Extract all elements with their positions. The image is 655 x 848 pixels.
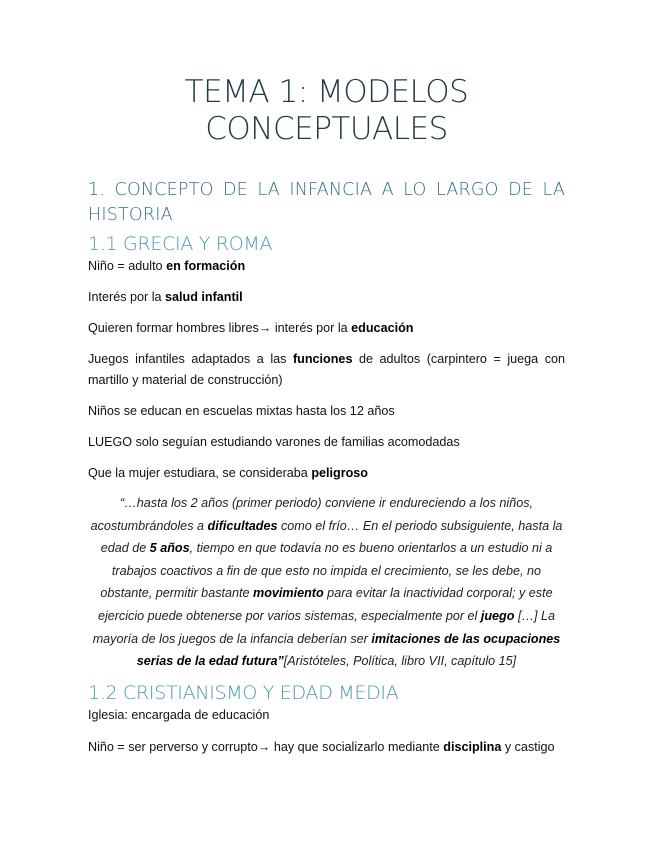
bold-text: educación (351, 321, 414, 335)
bold-text: movimiento (253, 586, 324, 601)
text-segment: Que la mujer estudiara, se consideraba (88, 466, 312, 480)
text-segment: Interés por la (88, 290, 166, 304)
paragraph (88, 318, 565, 339)
text-segment: Niños se educan en escuelas mixtas hasta los 12 años (88, 404, 395, 418)
bold-text: en formación (166, 259, 246, 273)
title-line: TEMA 1: MODELOS (184, 74, 469, 110)
bold-text: dificultades (207, 518, 278, 533)
section-heading-1-1: 1.1 GRECIA Y ROMA (88, 233, 273, 255)
bold-text: imitaciones de las ocupaciones serias de la edad futura” (136, 631, 561, 669)
section-heading-1: 1. CONCEPTO DE LA INFANCIA A LO LARGO DE LA HISTORIA (88, 180, 565, 225)
text-segment: Juegos infantiles adaptados a las (88, 352, 293, 366)
paragraph (88, 349, 565, 391)
text-segment: Niño = adulto (88, 259, 167, 273)
text-segment: LUEGO solo seguían estudiando varones de familias acomodadas (88, 435, 460, 449)
text-segment: de adultos (carpintero = juega con martillo y material de construcción) (88, 352, 565, 387)
text-segment: y castigo (501, 740, 555, 754)
text-segment: Niño = ser perverso y corrupto→ hay que socializarlo mediante (88, 740, 444, 754)
bold-text: funciones (292, 352, 353, 366)
text-segment: , tiempo en que todavía no es bueno orientarlos a un estudio ni a trabajos coactivos a fin de que esto no impida el crecimiento, se les debe, no obstante, permitir bastante (100, 541, 553, 601)
section-heading-1-2: 1.2 CRISTIANISMO Y EDAD MEDIA (88, 682, 399, 704)
bold-text: disciplina (443, 740, 502, 754)
bold-text: peligroso (311, 466, 368, 480)
bold-text: 5 años (149, 541, 190, 556)
title-line: CONCEPTUALES (205, 111, 448, 147)
text-segment: para evitar la inactividad corporal; y este ejercicio puede obtenerse por varios sistemas, especialmente por el (97, 586, 553, 623)
bold-text: juego (480, 608, 515, 623)
document-title (88, 74, 565, 148)
paragraph (88, 705, 565, 726)
paragraph (88, 401, 565, 422)
paragraph (88, 256, 565, 277)
paragraph (88, 463, 565, 484)
text-segment: Iglesia: encargada de educación (88, 708, 270, 722)
text-segment: Quieren formar hombres libres→ interés por la (88, 321, 352, 335)
text-segment: como el frío… En el periodo subsiguiente, hasta la edad de (100, 518, 563, 556)
text-segment: “…hasta los 2 años (primer periodo) conviene ir endureciendo a los niños, acostumbrándoles a (90, 496, 534, 533)
text-segment: [Aristóteles, Política, libro VII, capítulo 15] (283, 654, 517, 669)
text-segment: […] La mayoría de los juegos de la infancia deberían ser (92, 608, 556, 646)
paragraph (88, 432, 565, 453)
paragraph (88, 287, 565, 308)
paragraph (88, 737, 565, 758)
bold-text: salud infantil (165, 290, 243, 304)
aristotle-quote (88, 492, 565, 673)
